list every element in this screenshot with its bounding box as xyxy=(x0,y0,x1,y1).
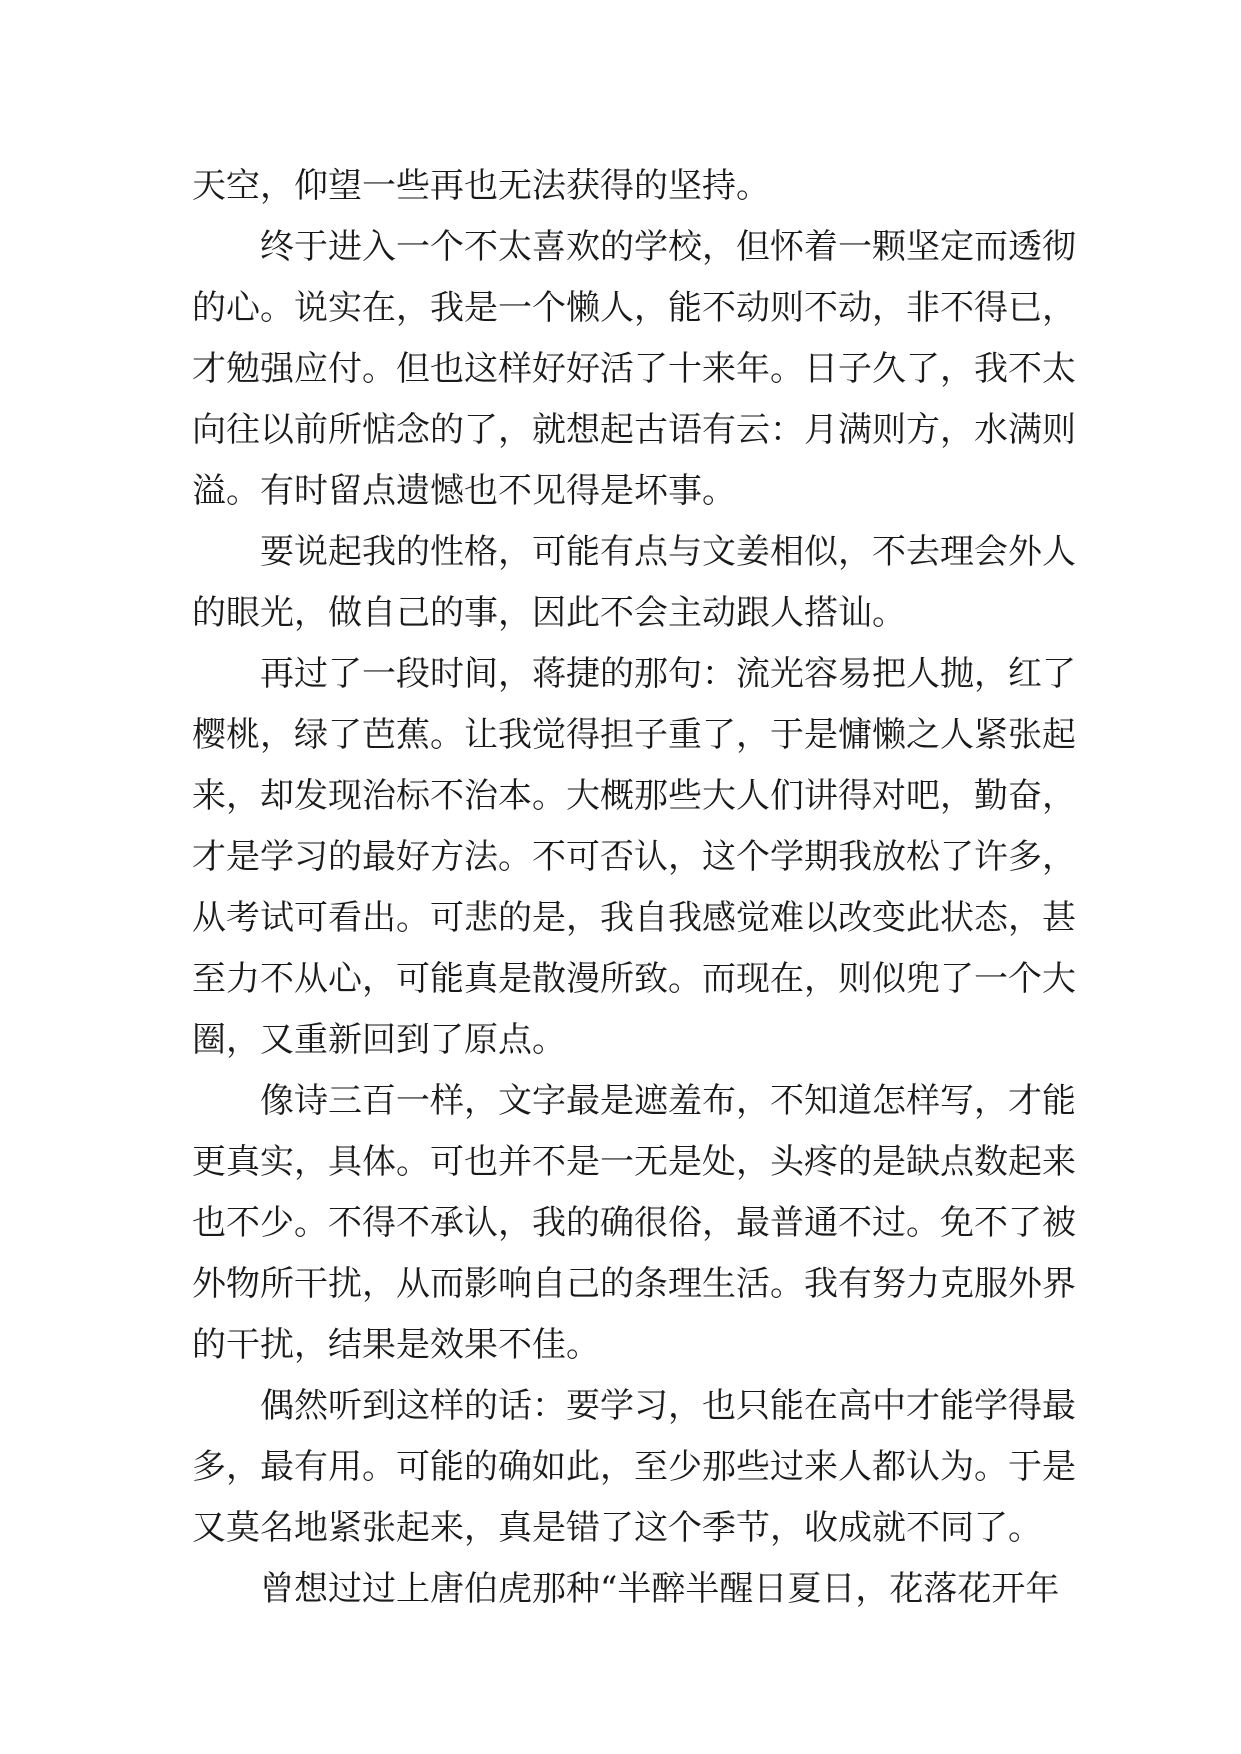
text-line: 向往以前所惦念的了，就想起古语有云：月满则方，水满则 xyxy=(192,410,1076,450)
text-line: 至力不从心，可能真是散漫所致。而现在，则似兜了一个大 xyxy=(192,959,1076,999)
text-line: 的眼光，做自己的事，因此不会主动跟人搭讪。 xyxy=(192,593,906,633)
paragraph-first-line: 像诗三百一样，文字最是遮羞布，不知道怎样写，才能 xyxy=(260,1081,1076,1121)
paragraph-first-line: 曾想过过上唐伯虎那种“半醉半醒日夏日，花落花开年 xyxy=(260,1569,1060,1609)
text-line: 溢。有时留点遗憾也不见得是坏事。 xyxy=(192,471,736,511)
text-line: 外物所干扰，从而影响自己的条理生活。我有努力克服外界 xyxy=(192,1264,1076,1304)
body-text xyxy=(192,156,1076,1620)
text-line: 的干扰，结果是效果不佳。 xyxy=(192,1325,600,1365)
text-line: 圈，又重新回到了原点。 xyxy=(192,1020,566,1060)
paragraph-first-line: 偶然听到这样的话：要学习，也只能在高中才能学得最 xyxy=(260,1386,1076,1426)
paragraph-first-line: 要说起我的性格，可能有点与文姜相似，不去理会外人 xyxy=(260,532,1076,572)
text-line: 也不少。不得不承认，我的确很俗，最普通不过。免不了被 xyxy=(192,1203,1076,1243)
text-line: 樱桃，绿了芭蕉。让我觉得担子重了，于是慵懒之人紧张起 xyxy=(192,715,1076,755)
text-line: 天空，仰望一些再也无法获得的坚持。 xyxy=(192,166,770,206)
text-line: 从考试可看出。可悲的是，我自我感觉难以改变此状态，甚 xyxy=(192,898,1076,938)
text-line: 更真实，具体。可也并不是一无是处，头疼的是缺点数起来 xyxy=(192,1142,1076,1182)
paragraph-first-line: 再过了一段时间，蒋捷的那句：流光容易把人抛，红了 xyxy=(260,654,1076,694)
text-line: 才是学习的最好方法。不可否认，这个学期我放松了许多， xyxy=(192,837,1076,877)
text-line: 的心。说实在，我是一个懒人，能不动则不动，非不得已， xyxy=(192,288,1076,328)
text-line: 才勉强应付。但也这样好好活了十来年。日子久了，我不太 xyxy=(192,349,1076,389)
text-line: 又莫名地紧张起来，真是错了这个季节，收成就不同了。 xyxy=(192,1508,1042,1548)
text-line: 来，却发现治标不治本。大概那些大人们讲得对吧，勤奋， xyxy=(192,776,1076,816)
paragraph-first-line: 终于进入一个不太喜欢的学校，但怀着一颗坚定而透彻 xyxy=(260,227,1076,267)
text-line: 多，最有用。可能的确如此，至少那些过来人都认为。于是 xyxy=(192,1447,1076,1487)
